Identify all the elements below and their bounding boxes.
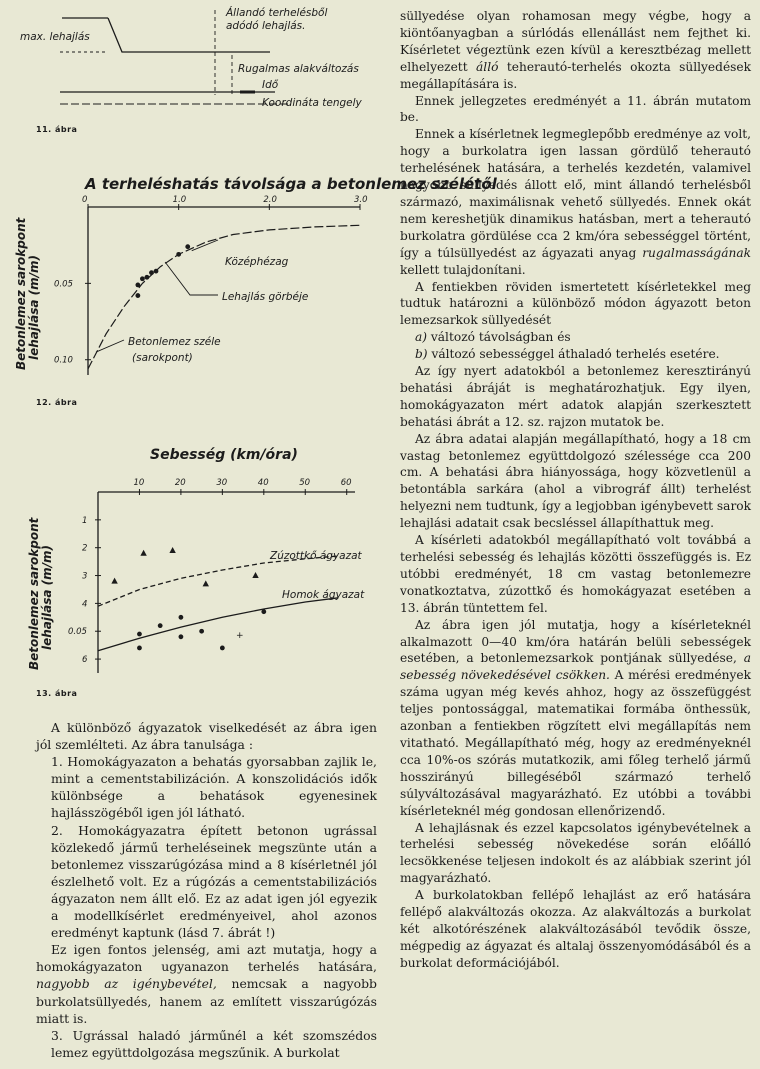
right-paragraph-4: A fentiekben röviden ismertetett kísérletekkel meg tudtuk határozni a különböző módon ágyazott beton lemezsarkok süllyedését: [400, 279, 751, 328]
fig13-caption: 13. ábra: [36, 689, 78, 698]
fig11-rugalmas-label: Rugalmas alakváltozás: [238, 63, 359, 75]
left-item-1: 1. Homokágyazaton a behatás gyorsabban zajlik le, mint a cementstabilizáción. A konszolidációs idők különbsége a behatások egyenesinek hajlásszögéből igen jól látható.: [51, 754, 377, 821]
fig12-y-tick-label: 0.05: [54, 279, 73, 290]
right-paragraph-7: A kísérleti adatokból megállapítható volt továbbá a terhelési sebesség és lehajlás közötti összefüggés is. Ez utóbbi eredményét, 18 cm vastag betonlemezre vonatkoztatva, zúzottkő és homokágyazat esetében a 13. ábrán tüntettem fel.: [400, 533, 751, 615]
fig12-annotation-sarokpont: (sarokpont): [132, 352, 193, 364]
fig13-ylabel-1: Betonlemez sarokpont: [27, 517, 41, 670]
fig12-leader-line: [165, 262, 218, 295]
left-item-2: 2. Homokágyazatra épített betonon ugrással közlekedő jármű terheléseinek megszünte után a betonlemez visszarúgózása mind a 8 kísérletnél jól észlelhető volt. Ez a rúgózás a cementstabilizációs ágyazaton nem állt elő. Ez az adat igen jól egyezik a modellkísérlet eredményeivel, ahol azonos eredményt kaptunk (lásd 7. ábrát !): [51, 822, 377, 941]
fig11-allando-label-2: adódó lehajlás.: [226, 20, 306, 32]
fig12-ylabel-1: Betonlemez sarokpont: [14, 217, 28, 370]
fig12-annotation-kozephezag: Középhézag: [225, 256, 289, 268]
right-paragraph-8: Az ábra igen jól mutatja, hogy a kísérleteknél alkalmazott 0—40 km/óra határán belüli sebességek esetében, a betonlemezsarkok pontjának süllyedése, a sebesség növekedésével csökken. A mérési eredmények száma ugyan még kevés ahhoz, hogy az összefüggést teljes pontossággal, matematikai formába önthessük, azonban a fentiekben rögzített elvi megállapítás nem vitatható. Megállapítható még, hogy az eredményeknél cca 10%-os szórás mutatkozik, ami főleg terhelő jármű hosszirányú billegéséből származó terhelő súlyváltozásával magyarázható. Ez utóbbi a további kísérleteknél még gondosan ellenőrizendő.: [400, 617, 751, 818]
fig12-ylabel-2: lehajlása (m/m): [27, 255, 41, 360]
fig12-x-tick-label: 1.0: [172, 195, 187, 205]
figure-13-chart: [0, 435, 395, 690]
fig11-caption: 11. ábra: [36, 125, 78, 134]
fig13-x-tick-label: 10: [133, 478, 145, 488]
fig13-data-point-triangle: [140, 550, 146, 556]
fig13-data-point-dot: [158, 623, 163, 628]
fig13-data-point-dot: [220, 646, 225, 651]
fig12-x-tick-label: 3.0: [354, 195, 368, 205]
fig12-x-tick-label: 0: [82, 195, 88, 205]
fig12-data-point: [135, 293, 140, 298]
fig13-data-point-dot: [137, 632, 142, 637]
fig13-y-tick-label: 1: [82, 515, 88, 526]
right-paragraph-2: Ennek jellegzetes eredményét a 11. ábrán mutatom be.: [400, 93, 751, 125]
right-paragraph-10: A burkolatokban fellépő lehajlást az erő hatására fellépő alakváltozás okozza. Az alakváltozás a burkolat két alkotórészének alakváltozásából tevődik össze, mégpedig az ágyazat és altalaj összenyomódásából és a burkolat deformációjából.: [400, 888, 751, 970]
figure-11: [0, 0, 395, 112]
fig12-data-point: [176, 252, 181, 257]
fig13-series-zuzottko: Zúzottkő ágyazat: [270, 550, 362, 562]
fig13-x-tick-label: 60: [340, 478, 352, 488]
fig12-data-point: [140, 276, 145, 281]
fig13-x-tick-label: 20: [174, 478, 186, 488]
fig13-y-tick-label: 0.05: [68, 627, 87, 638]
fig13-y-tick-label: 4: [82, 599, 88, 610]
left-paragraph-2: Ez igen fontos jelenség, ami azt mutatja, hogy a homokágyazaton ugyanazon terhelés hatására, nagyobb az igénybevétel, nemcsak a nagyobb burkolatsüllyedés, hanem az említett visszarúgózás miatt is.: [36, 942, 377, 1026]
fig13-x-tick-label: 40: [257, 478, 269, 488]
fig12-y-tick-label: 0.10: [54, 355, 73, 366]
fig13-plus-mark: +: [236, 631, 244, 641]
fig13-y-tick-label: 2: [82, 543, 88, 554]
fig13-y-tick-label: 3: [82, 571, 88, 582]
fig12-annotation-szele: Betonlemez széle: [128, 336, 221, 348]
fig13-x-tick-label: 50: [299, 478, 311, 488]
fig12-leader-line: [192, 240, 218, 251]
fig11-max-label: max. lehajlás: [20, 31, 90, 43]
fig13-title: Sebesség (km/óra): [150, 447, 298, 463]
fig13-data-point-dot: [261, 609, 266, 614]
fig13-data-point-dot: [179, 634, 184, 639]
fig12-title: A terheléshatás távolsága a betonlemez szélétől: [85, 175, 497, 193]
fig13-ylabel-2: lehajlása (m/m): [40, 545, 54, 650]
right-list-a: a) változó távolságban és: [415, 330, 571, 345]
fig11-koord-label: Koordináta tengely: [262, 97, 362, 109]
fig13-data-point-triangle: [169, 547, 175, 553]
fig13-data-point-dot: [179, 615, 184, 620]
right-paragraph-3: Ennek a kísérletnek legmeglepőbb eredménye az volt, hogy a burkolatra igen lassan gördülő teherautó terhelésének hatására, a terhelés kezdetén, valamivel nagyobb süllyedés állott elő, mint állandó terhelésből származó, maximálisnak vehető süllyedés. Ennek okát nem kereshetjük dinamikus hatásban, mert a teherautó burkolatra gördülése cca 2 km/óra sebességgel történt, így a túlsüllyedést az ágyazati anyag rugalmasságának kellett tulajdonítani.: [400, 127, 751, 277]
right-column-text: [400, 8, 751, 972]
fig13-series-homok: Homok ágyazat: [282, 589, 365, 601]
fig13-data-point-dot: [199, 629, 204, 634]
right-paragraph-9: A lehajlásnak és ezzel kapcsolatos igénybevételnek a terhelési sebesség növekedése során előálló lecsökkenése teljesen indokolt és az alábbiak szerint jól magyarázható.: [400, 820, 751, 886]
right-paragraph-6: Az ábra adatai alapján megállapítható, hogy a 18 cm vastag betonlemez együttdolgozó szélessége cca 200 cm. A behatási ábra hiányossága, hogy közvetlenül a betontábla sarkára (ahol a vibrográf állt) terhelést helyezni nem tudtunk, így a legjobban igénybevett sarok lehajlási adatait csak becsléssel állapíthattuk meg.: [400, 431, 751, 531]
fig12-data-point: [135, 282, 140, 287]
right-paragraph-5: Az így nyert adatokból a betonlemez keresztirányú behatási ábráját is meghatározhatjuk. Egy ilyen, homokágyazaton mért adatok alapján szerkesztett behatási ábrát a 12. sz. rajzon mutatok be.: [400, 364, 751, 429]
fig12-caption: 12. ábra: [36, 398, 78, 407]
fig12-data-point: [145, 275, 150, 280]
fig13-y-tick-label: 6: [82, 655, 88, 666]
fig12-data-point: [185, 244, 190, 249]
fig11-allando-label-1: Állandó terhelésből: [226, 7, 328, 19]
right-paragraph-1: süllyedése olyan rohamosan megy végbe, hogy a kiöntőanyagban a súrlódás ellenállást nem fejthet ki. Kísérletet végeztünk ezen kívül a keresztbézag mellett elhelyezett álló teherautó-terhelés okozta süllyedések megállapítására is.: [400, 9, 752, 91]
fig13-data-point-triangle: [252, 572, 258, 578]
fig13-data-point-dot: [137, 646, 142, 651]
fig12-data-point: [154, 269, 159, 274]
left-column-text: [36, 719, 377, 1061]
fig11-ido-label: Idő: [262, 79, 279, 91]
right-list-b: b) változó sebességgel áthaladó terhelés esetére.: [415, 347, 720, 362]
fig13-data-point-triangle: [111, 578, 117, 584]
left-item-3: 3. Ugrással haladó járműnél a két szomszédos lemez együttdolgozása megszűnik. A burkolat: [51, 1027, 377, 1060]
fig12-data-point: [149, 270, 154, 275]
left-paragraph-1: A különböző ágyazatok viselkedését az ábra igen jól szemlélteti. Az ábra tanulsága :: [36, 720, 377, 753]
fig13-data-point-triangle: [203, 580, 209, 586]
fig12-x-tick-label: 2.0: [263, 195, 277, 205]
fig13-x-tick-label: 30: [216, 478, 228, 488]
fig12-annotation-gorbe: Lehajlás görbéje: [222, 291, 309, 303]
fig13-curve-homok: [98, 598, 338, 651]
